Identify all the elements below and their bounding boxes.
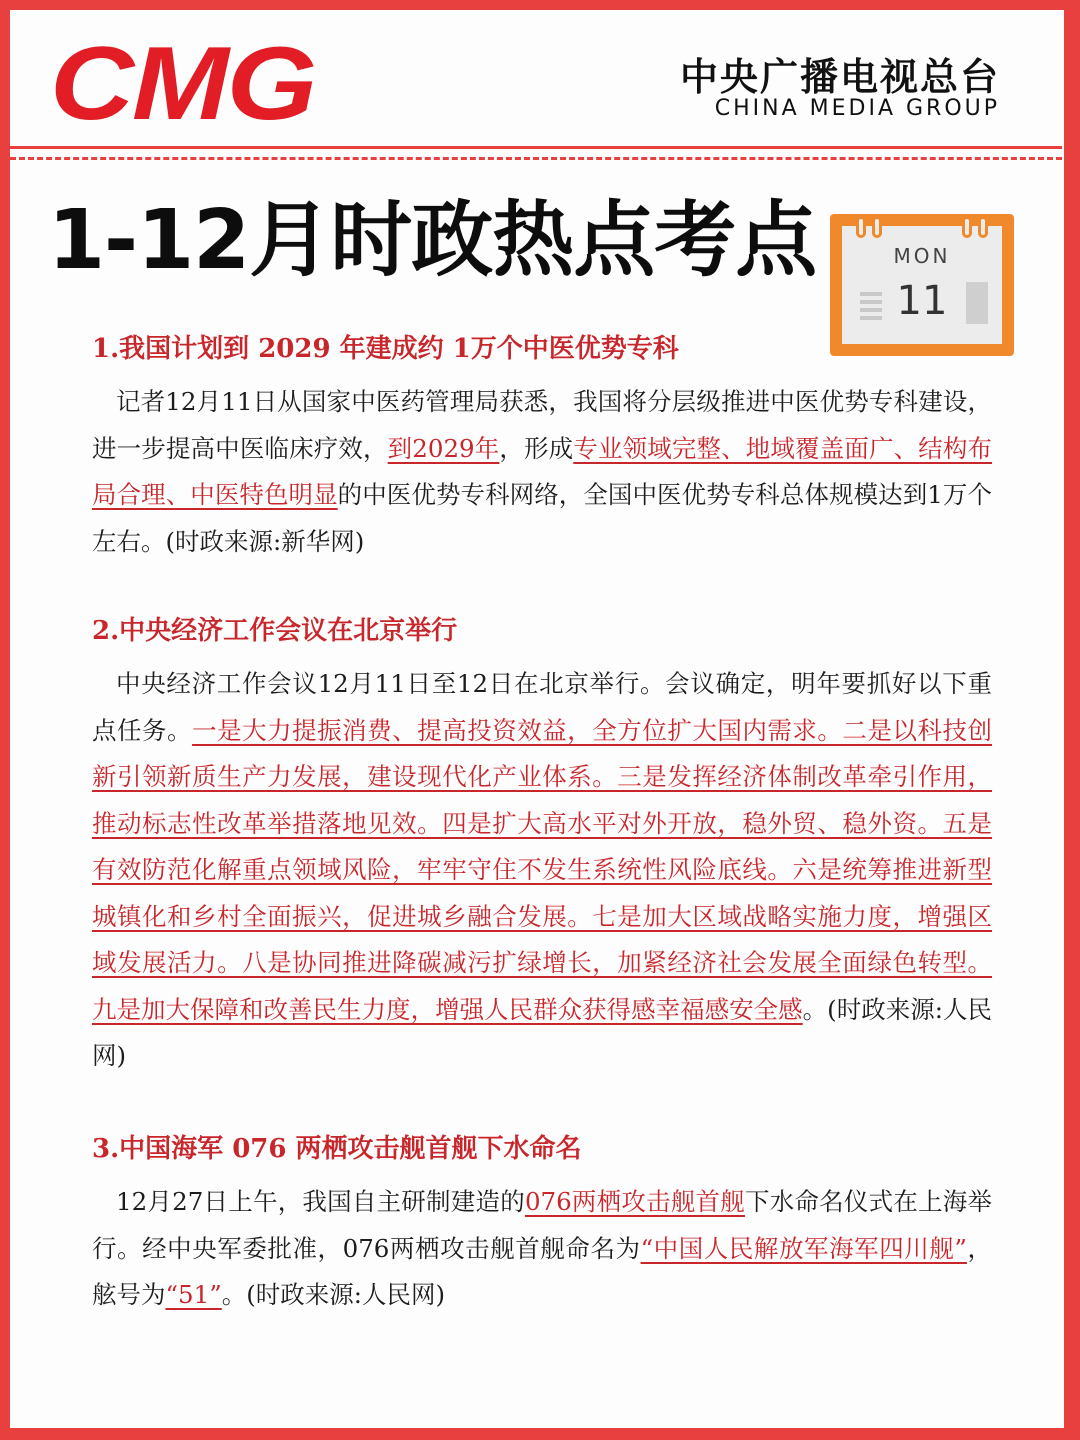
body-text: 12月27日上午，我国自主研制建造的	[116, 1187, 525, 1217]
news-item-body	[92, 1179, 992, 1319]
news-item-3	[92, 1134, 992, 1319]
news-item-1	[92, 334, 992, 565]
highlight-text: 专业领域完整、地域覆盖面广、结构布局合理、中医特色明显	[92, 433, 993, 510]
body-text: ，舷号为	[92, 1233, 992, 1310]
calendar-ring-icon	[856, 216, 866, 238]
news-item-title: 3.中国海军 076 两栖攻击舰首舰下水命名	[92, 1134, 582, 1164]
news-item-title: 2.中央经济工作会议在北京举行	[92, 616, 458, 646]
header-divider	[10, 146, 1062, 149]
news-item-2	[92, 616, 992, 1080]
body-text: 中央经济工作会议12月11日至12日在北京举行。会议确定，明年要抓好以下重点任务。	[92, 669, 992, 745]
cmg-logo: CMG	[50, 26, 316, 142]
calendar-day: MON	[893, 244, 951, 268]
header	[10, 10, 1064, 150]
body-text: ，形成	[499, 433, 574, 463]
group-name-cn: 中央广播电视总台	[679, 55, 1000, 99]
body-text: 记者12月11日从国家中医药管理局获悉，我国将分层级推进中医优势专科建设，进一步提高中医临床疗效，	[92, 387, 992, 463]
news-item-body	[92, 379, 992, 565]
highlight-text: 一是大力提振消费、提高投资效益，全方位扩大国内需求。二是以科技创新引领新质生产力发展，建设现代化产业体系。三是发挥经济体制改革牵引作用，推动标志性改革举措落地见效。四是扩大高水平对外开放，稳外贸、稳外资。五是有效防范化解重点领域风险，牢牢守住不发生系统性风险底线。六是统筹推进新型城镇化和乡村全面振兴，促进城乡融合发展。七是加大区域战略实施力度，增强区域发展活力。八是协同推进降碳减污扩绿增长，加紧经济社会发展全面绿色转型。九是加大保障和改善民生力度，增强人民群众获得感幸福感安全感	[92, 715, 993, 1024]
body-text: 。(时政来源:人民网)	[221, 1280, 446, 1310]
calendar-ring-icon	[962, 216, 972, 238]
page-title: 1-12月时政热点考点	[48, 193, 817, 288]
calendar-page	[842, 226, 1002, 344]
news-item-title: 1.我国计划到 2029 年建成约 1万个中医优势专科	[92, 334, 679, 364]
highlight-text: “中国人民解放军海军四川舰”	[640, 1233, 967, 1263]
body-text: 的中医优势专科网络，全国中医优势专科总体规模达到1万个左右。(时政来源:新华网)	[92, 480, 992, 556]
body-text: 。(时政来源:人民网)	[92, 994, 993, 1071]
body-text: 下水命名仪式在上海举行。经中央军委批准，076两栖攻击舰首舰命名为	[92, 1187, 993, 1263]
highlight-text: 076两栖攻击舰首舰	[524, 1187, 745, 1217]
calendar-date: 11	[896, 278, 948, 324]
highlight-text: 到2029年	[387, 433, 500, 463]
group-name-en: CHINA MEDIA GROUP	[714, 96, 1000, 121]
news-item-body	[92, 661, 992, 1080]
calendar-ring-icon	[872, 216, 882, 238]
header-dashed-divider	[10, 157, 1062, 160]
highlight-text: “51”	[165, 1280, 222, 1310]
calendar-ring-icon	[978, 216, 988, 238]
calendar-block-icon	[966, 282, 988, 324]
